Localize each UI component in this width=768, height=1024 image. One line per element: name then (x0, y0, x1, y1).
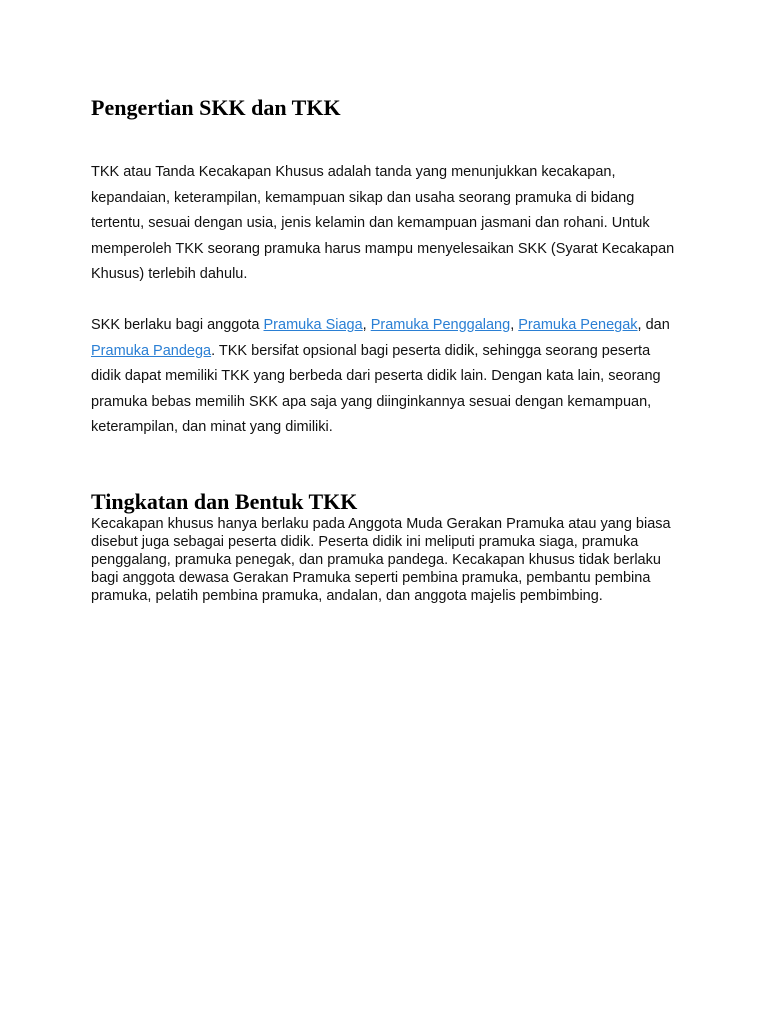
section-title-pengertian: Pengertian SKK dan TKK (91, 95, 341, 120)
paragraph-skk-members (91, 313, 681, 441)
paragraph-text: , dan (637, 317, 670, 333)
paragraph-tkk-definition: TKK atau Tanda Kecakapan Khusus adalah tanda yang menunjukkan kecakapan, kepandaian, keterampilan, kemampuan sikap dan usaha seorang pramuka di bidang tertentu, sesuai dengan usia, jenis kelamin dan kemampuan jasmani dan rohani. Untuk memperoleh TKK seorang pramuka harus mampu menyelesaikan SKK (Syarat Kecakapan Khusus) terlebih dahulu. (91, 164, 675, 283)
paragraph-kecakapan-khusus: Kecakapan khusus hanya berlaku pada Anggota Muda Gerakan Pramuka atau yang biasa disebut juga sebagai peserta didik. Peserta didik ini meliputi pramuka siaga, pramuka penggalang, pramuka penegak, dan pramuka pandega. Kecakapan khusus tidak berlaku bagi anggota dewasa Gerakan Pramuka seperti pembina pramuka, pembantu pembina pramuka, pelatih pembina pramuka, andalan, dan anggota majelis pembimbing. (91, 516, 671, 604)
paragraph-text: , (362, 317, 371, 333)
paragraph-text: , (510, 317, 519, 333)
link-pramuka-pandega[interactable]: Pramuka Pandega (91, 342, 212, 359)
paragraph-text: SKK berlaku bagi anggota (91, 317, 264, 333)
section-title-tingkatan: Tingkatan dan Bentuk TKK (91, 489, 358, 514)
link-pramuka-penggalang[interactable]: Pramuka Penggalang (370, 317, 511, 333)
paragraph-text: . TKK bersifat opsional bagi peserta didik, sehingga seorang peserta didik dapat memiliki TKK yang berbeda dari peserta didik lain. Dengan kata lain, seorang pramuka bebas memilih SKK apa saja yang diinginkannya sesuai dengan kemampuan, keterampilan, dan minat yang dimiliki. (91, 342, 661, 436)
link-pramuka-penegak[interactable]: Pramuka Penegak (518, 317, 638, 333)
link-pramuka-siaga[interactable]: Pramuka Siaga (263, 317, 363, 333)
